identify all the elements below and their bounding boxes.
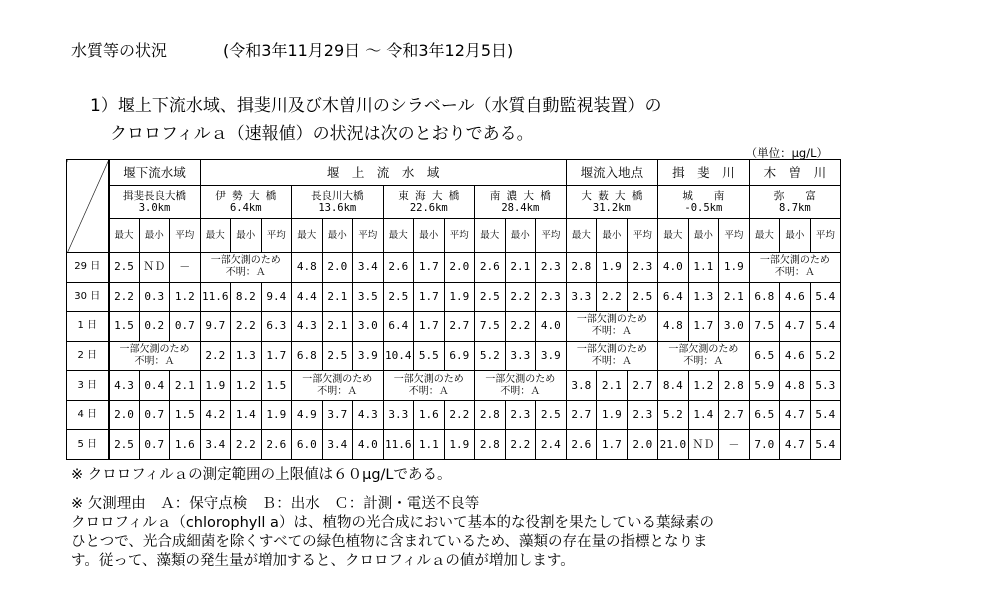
stat-label: 最小 — [139, 219, 170, 253]
group-header: 堰下流水域 — [109, 160, 201, 186]
value-cell: 2.5 — [383, 282, 414, 312]
missing-reason: 不明：Ａ — [408, 385, 449, 397]
value-cell: 2.1 — [322, 282, 353, 312]
value-cell: 1.3 — [231, 341, 262, 371]
value-cell: 4.6 — [780, 282, 811, 312]
value-cell: 4.7 — [780, 430, 811, 460]
value-cell: 11.6 — [200, 282, 231, 312]
value-cell: 6.8 — [292, 341, 323, 371]
value-cell: 3.3 — [505, 341, 536, 371]
value-cell: 6.5 — [749, 341, 780, 371]
day-label: 3 日 — [67, 371, 109, 401]
value-cell: 2.6 — [383, 253, 414, 283]
missing-note: 一部欠測のため — [119, 344, 190, 356]
day-label: 1 日 — [67, 312, 109, 342]
value-cell: 7.5 — [475, 312, 506, 342]
station-header — [749, 186, 841, 219]
value-cell: － — [170, 253, 201, 283]
value-cell: 0.7 — [139, 430, 170, 460]
value-cell: 2.5 — [109, 430, 140, 460]
station-name: 城 南 — [682, 190, 725, 203]
day-label: 4 日 — [67, 400, 109, 430]
stat-label: 平均 — [719, 219, 750, 253]
description-line-3: す。従って、藻類の発生量が増加すると、クロロフィルａの値が増加します。 — [71, 553, 575, 569]
unit-label: （単位：μg/L） — [745, 146, 828, 160]
value-cell: 2.8 — [719, 371, 750, 401]
value-cell: 1.5 — [261, 371, 292, 401]
missing-note: 一部欠測のため — [576, 314, 647, 326]
value-cell: 1.3 — [688, 282, 719, 312]
value-cell: 5.4 — [810, 282, 841, 312]
value-cell: 3.0 — [719, 312, 750, 342]
value-cell: 3.0 — [353, 312, 384, 342]
value-cell: 1.7 — [597, 430, 628, 460]
missing-note: 一部欠測のため — [485, 373, 556, 385]
value-cell: 2.8 — [475, 430, 506, 460]
stat-label: 平均 — [170, 219, 201, 253]
value-cell: 4.2 — [200, 400, 231, 430]
value-cell: 1.9 — [444, 430, 475, 460]
value-cell: 2.8 — [475, 400, 506, 430]
missing-data-cell — [566, 312, 658, 342]
value-cell: 4.8 — [292, 253, 323, 283]
title-period: (令和3年11月29日 ～ 令和3年12月5日) — [223, 41, 514, 60]
stat-label: 平均 — [261, 219, 292, 253]
value-cell: 4.0 — [536, 312, 567, 342]
value-cell: 1.9 — [597, 253, 628, 283]
value-cell: 2.2 — [505, 312, 536, 342]
stat-label: 最小 — [231, 219, 262, 253]
stat-label: 平均 — [536, 219, 567, 253]
stat-label: 最大 — [292, 219, 323, 253]
missing-reason: 不明：Ａ — [317, 385, 358, 397]
value-cell: 1.7 — [414, 282, 445, 312]
missing-data-cell — [566, 341, 658, 371]
value-cell: 2.8 — [566, 253, 597, 283]
title-label: 水質等の状況 — [71, 41, 168, 60]
missing-data-cell — [383, 371, 475, 401]
value-cell: 2.5 — [109, 253, 140, 283]
missing-reason: 不明：Ａ — [683, 356, 724, 368]
value-cell: 4.3 — [292, 312, 323, 342]
value-cell: 0.7 — [139, 400, 170, 430]
table-row — [67, 400, 841, 430]
value-cell: 2.7 — [719, 400, 750, 430]
value-cell: 1.2 — [688, 371, 719, 401]
value-cell: 5.2 — [475, 341, 506, 371]
value-cell: 11.6 — [383, 430, 414, 460]
group-header: 堰流入地点 — [566, 160, 658, 186]
station-header — [658, 186, 750, 219]
value-cell: 2.5 — [536, 400, 567, 430]
value-cell: 2.0 — [444, 253, 475, 283]
value-cell: 3.5 — [353, 282, 384, 312]
description-line-1: クロロフィルａ（chlorophyll a）は、植物の光合成において基本的な役割を果たしている葉緑素の — [71, 515, 714, 531]
value-cell: 3.4 — [353, 253, 384, 283]
value-cell: 4.6 — [780, 341, 811, 371]
stat-label: 平均 — [444, 219, 475, 253]
value-cell: 1.9 — [261, 400, 292, 430]
station-header — [109, 186, 201, 219]
table-row — [67, 371, 841, 401]
value-cell: 1.9 — [444, 282, 475, 312]
value-cell: 2.0 — [627, 430, 658, 460]
value-cell: 2.5 — [475, 282, 506, 312]
value-cell: 3.3 — [383, 400, 414, 430]
station-distance: 31.2km — [592, 202, 631, 215]
group-header: 堰 上 流 水 域 — [200, 160, 566, 186]
value-cell: 2.6 — [566, 430, 597, 460]
value-cell: 1.7 — [414, 253, 445, 283]
value-cell: 2.7 — [444, 312, 475, 342]
station-distance: 8.7km — [779, 202, 811, 215]
station-header — [292, 186, 384, 219]
value-cell: 2.5 — [322, 341, 353, 371]
value-cell: 1.2 — [170, 282, 201, 312]
missing-data-cell — [749, 253, 841, 283]
missing-reason: 不明：Ａ — [774, 267, 815, 279]
value-cell: 8.4 — [658, 371, 689, 401]
note-upper-limit: ※ クロロフィルａの測定範囲の上限値は６０μg/Lである。 — [71, 467, 452, 483]
stat-label: 最大 — [566, 219, 597, 253]
value-cell: 6.9 — [444, 341, 475, 371]
value-cell: 9.4 — [261, 282, 292, 312]
station-distance: 3.0km — [138, 202, 171, 215]
value-cell: 2.4 — [536, 430, 567, 460]
missing-reason: 不明：Ａ — [225, 267, 266, 279]
value-cell: 4.0 — [658, 253, 689, 283]
chlorophyll-table — [66, 159, 841, 460]
value-cell: 1.6 — [414, 400, 445, 430]
stat-label: 最小 — [688, 219, 719, 253]
value-cell: 5.9 — [749, 371, 780, 401]
missing-reason: 不明：Ａ — [591, 356, 632, 368]
value-cell: 2.3 — [536, 253, 567, 283]
value-cell: 5.4 — [810, 430, 841, 460]
station-name: 長良川大橋 — [311, 190, 364, 203]
stat-label: 平均 — [627, 219, 658, 253]
stat-label: 最大 — [200, 219, 231, 253]
stat-label: 最大 — [749, 219, 780, 253]
value-cell: ＮＤ — [139, 253, 170, 283]
table-row — [67, 253, 841, 283]
missing-data-cell — [475, 371, 567, 401]
station-header — [383, 186, 475, 219]
table-corner — [67, 160, 109, 253]
stat-label: 最小 — [597, 219, 628, 253]
value-cell: 1.2 — [231, 371, 262, 401]
intro-line-1: 1）堰上下流水域、揖斐川及び木曽川のシラベール（水質自動監視装置）の — [90, 96, 662, 116]
value-cell: 2.1 — [719, 282, 750, 312]
table-row — [67, 282, 841, 312]
value-cell: 1.9 — [200, 371, 231, 401]
value-cell: 5.2 — [810, 341, 841, 371]
value-cell: 3.9 — [353, 341, 384, 371]
missing-data-cell — [109, 341, 201, 371]
value-cell: 6.4 — [658, 282, 689, 312]
table-row — [67, 430, 841, 460]
table-row — [67, 341, 841, 371]
value-cell: 2.2 — [231, 430, 262, 460]
value-cell: 2.2 — [444, 400, 475, 430]
missing-note: 一部欠測のため — [759, 255, 830, 267]
stat-label: 平均 — [353, 219, 384, 253]
value-cell: 2.3 — [627, 400, 658, 430]
value-cell: 2.7 — [627, 371, 658, 401]
value-cell: ＮＤ — [688, 430, 719, 460]
day-label: 5 日 — [67, 430, 109, 460]
stat-label: 最小 — [505, 219, 536, 253]
value-cell: 2.6 — [475, 253, 506, 283]
day-label: 30 日 — [67, 282, 109, 312]
station-name: 大 薮 大 橋 — [581, 190, 643, 203]
station-name: 伊 勢 大 橋 — [215, 190, 277, 203]
stat-label: 最大 — [475, 219, 506, 253]
value-cell: 3.7 — [322, 400, 353, 430]
station-name: 揖斐長良大橋 — [123, 190, 187, 203]
description-paragraph — [71, 514, 851, 571]
stat-label: 平均 — [810, 219, 841, 253]
table-row — [67, 312, 841, 342]
value-cell: 4.0 — [353, 430, 384, 460]
value-cell: 1.6 — [170, 430, 201, 460]
station-distance: 6.4km — [229, 202, 262, 215]
value-cell: 2.3 — [505, 400, 536, 430]
description-line-2: ひとつで、光合成細菌を除くすべての緑色植物に含まれているため、藻類の存在量の指標となりま — [71, 534, 708, 550]
value-cell: 3.9 — [536, 341, 567, 371]
intro-line-2: クロロフィルａ（速報値）の状況は次のとおりである。 — [110, 124, 534, 144]
value-cell: 2.3 — [627, 253, 658, 283]
value-cell: 1.1 — [688, 253, 719, 283]
value-cell: 2.0 — [109, 400, 140, 430]
missing-note: 一部欠測のため — [393, 373, 464, 385]
group-header: 揖 斐 川 — [658, 160, 750, 186]
missing-reason: 不明：Ａ — [134, 356, 175, 368]
station-header — [200, 186, 292, 219]
page-title — [71, 38, 513, 61]
value-cell: 4.3 — [109, 371, 140, 401]
value-cell: 1.7 — [688, 312, 719, 342]
value-cell: 2.1 — [597, 371, 628, 401]
value-cell: 2.2 — [109, 282, 140, 312]
value-cell: 1.7 — [414, 312, 445, 342]
value-cell: 3.3 — [566, 282, 597, 312]
value-cell: 4.8 — [780, 371, 811, 401]
value-cell: 2.5 — [627, 282, 658, 312]
value-cell: 1.4 — [688, 400, 719, 430]
value-cell: 6.5 — [749, 400, 780, 430]
value-cell: 1.9 — [719, 253, 750, 283]
value-cell: 4.9 — [292, 400, 323, 430]
value-cell: 3.4 — [200, 430, 231, 460]
day-label: 2 日 — [67, 341, 109, 371]
value-cell: 21.0 — [658, 430, 689, 460]
missing-reason: 不明：Ａ — [591, 326, 632, 338]
value-cell: 2.2 — [200, 341, 231, 371]
value-cell: 1.5 — [170, 400, 201, 430]
value-cell: 2.2 — [231, 312, 262, 342]
value-cell: 10.4 — [383, 341, 414, 371]
value-cell: 1.9 — [597, 400, 628, 430]
value-cell: 2.1 — [322, 312, 353, 342]
value-cell: 7.0 — [749, 430, 780, 460]
stat-label: 最小 — [322, 219, 353, 253]
value-cell: 1.4 — [231, 400, 262, 430]
station-header — [566, 186, 658, 219]
note-missing-reasons: ※ 欠測理由 Ａ：保守点検 Ｂ：出水 Ｃ：計測・電送不良等 — [71, 496, 480, 512]
missing-note: 一部欠測のため — [302, 373, 373, 385]
missing-reason: 不明：Ａ — [500, 385, 541, 397]
value-cell: 7.5 — [749, 312, 780, 342]
missing-data-cell — [658, 341, 750, 371]
value-cell: 2.0 — [322, 253, 353, 283]
stat-label: 最小 — [414, 219, 445, 253]
value-cell: 6.0 — [292, 430, 323, 460]
value-cell: 2.2 — [505, 282, 536, 312]
value-cell: 2.2 — [597, 282, 628, 312]
value-cell: 1.7 — [261, 341, 292, 371]
missing-note: 一部欠測のため — [210, 255, 281, 267]
value-cell: 2.1 — [505, 253, 536, 283]
value-cell: 2.7 — [566, 400, 597, 430]
group-header: 木 曽 川 — [749, 160, 841, 186]
value-cell: 5.2 — [658, 400, 689, 430]
value-cell: 5.5 — [414, 341, 445, 371]
value-cell: 4.7 — [780, 400, 811, 430]
value-cell: 1.5 — [109, 312, 140, 342]
station-name: 弥 富 — [773, 190, 816, 203]
day-label: 29 日 — [67, 253, 109, 283]
missing-data-cell — [200, 253, 292, 283]
value-cell: 2.1 — [170, 371, 201, 401]
missing-note: 一部欠測のため — [668, 344, 739, 356]
stat-label: 最大 — [109, 219, 140, 253]
value-cell: 4.7 — [780, 312, 811, 342]
value-cell: 9.7 — [200, 312, 231, 342]
station-header — [475, 186, 567, 219]
value-cell: 0.7 — [170, 312, 201, 342]
station-name: 南 濃 大 橋 — [489, 190, 551, 203]
value-cell: － — [719, 430, 750, 460]
value-cell: 0.2 — [139, 312, 170, 342]
station-distance: 13.6km — [318, 202, 357, 215]
station-name: 東 海 大 橋 — [398, 190, 460, 203]
value-cell: 6.3 — [261, 312, 292, 342]
stat-label: 最小 — [780, 219, 811, 253]
station-distance: 28.4km — [501, 202, 540, 215]
value-cell: 3.8 — [566, 371, 597, 401]
value-cell: 0.3 — [139, 282, 170, 312]
value-cell: 6.8 — [749, 282, 780, 312]
value-cell: 6.4 — [383, 312, 414, 342]
station-distance: -0.5km — [684, 202, 723, 215]
value-cell: 5.3 — [810, 371, 841, 401]
value-cell: 0.4 — [139, 371, 170, 401]
value-cell: 2.2 — [505, 430, 536, 460]
value-cell: 3.4 — [322, 430, 353, 460]
value-cell: 4.3 — [353, 400, 384, 430]
value-cell: 5.4 — [810, 400, 841, 430]
missing-note: 一部欠測のため — [576, 344, 647, 356]
value-cell: 4.4 — [292, 282, 323, 312]
value-cell: 4.8 — [658, 312, 689, 342]
stat-label: 最大 — [658, 219, 689, 253]
value-cell: 2.6 — [261, 430, 292, 460]
value-cell: 5.4 — [810, 312, 841, 342]
value-cell: 8.2 — [231, 282, 262, 312]
missing-data-cell — [292, 371, 384, 401]
value-cell: 1.1 — [414, 430, 445, 460]
value-cell: 2.3 — [536, 282, 567, 312]
station-distance: 22.6km — [409, 202, 448, 215]
stat-label: 最大 — [383, 219, 414, 253]
